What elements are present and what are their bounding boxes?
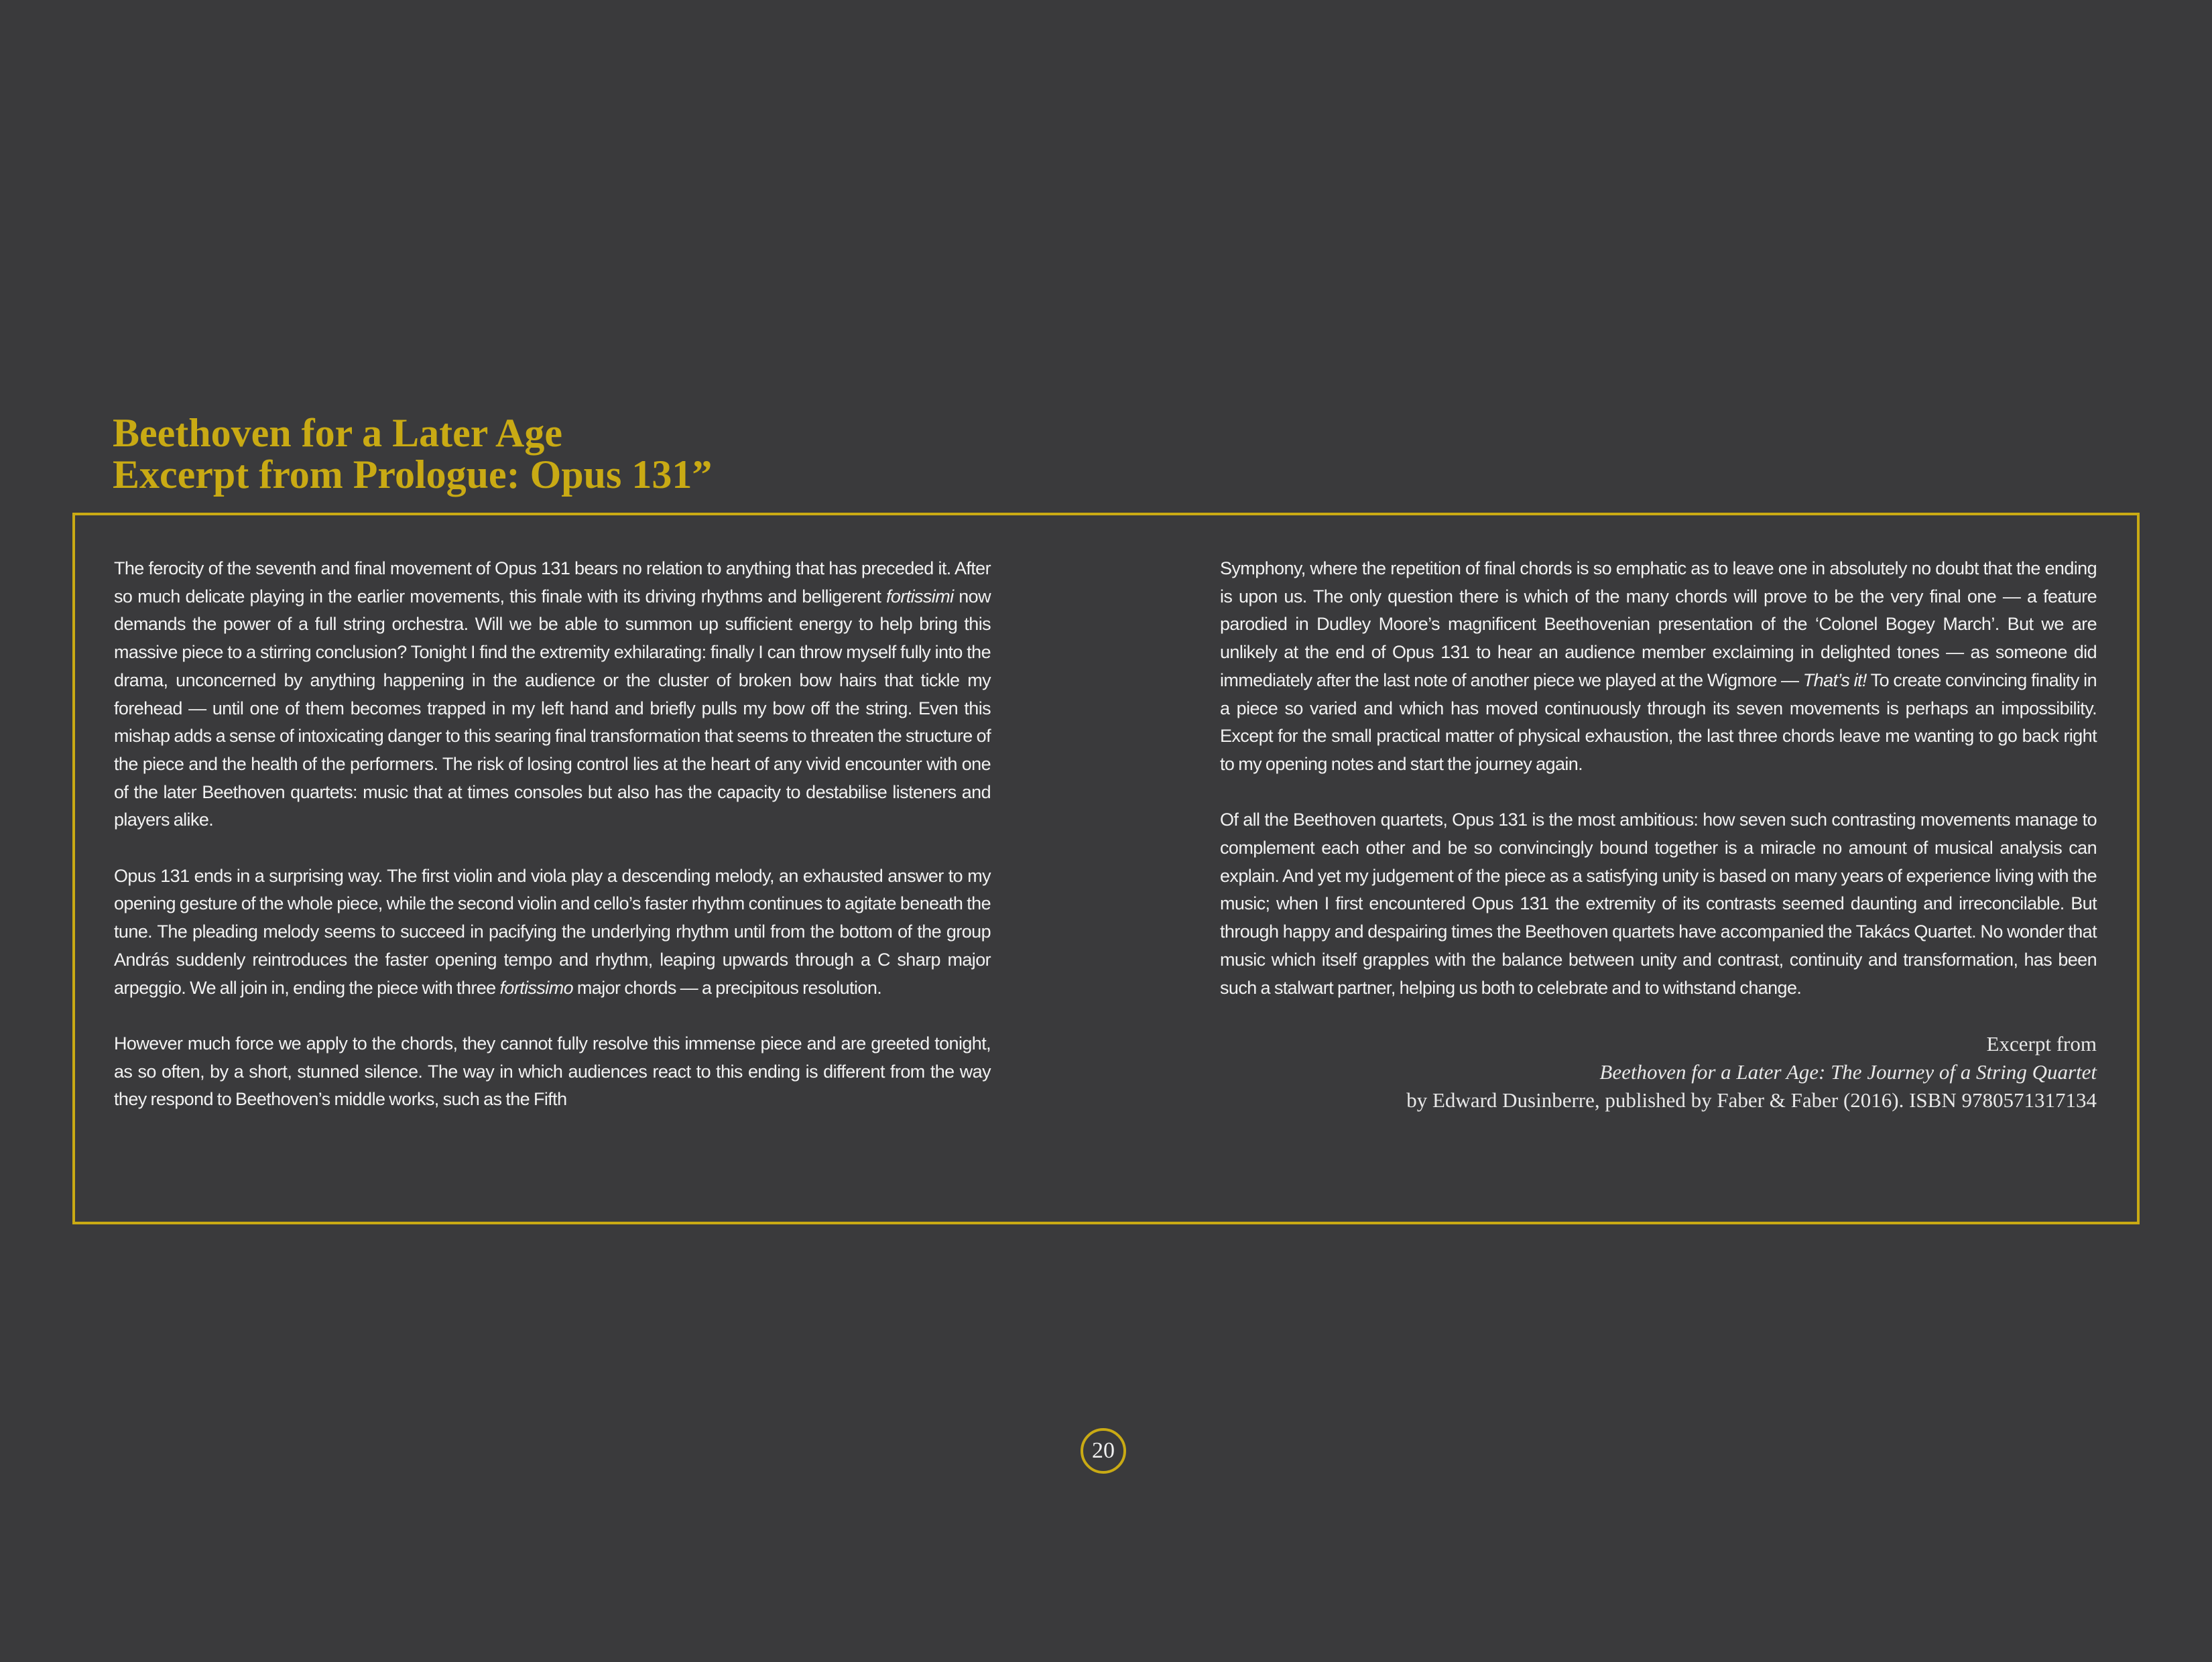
text-run: Symphony, where the repetition of final chords is so emphatic as to leave one in absolutely no doubt that the ending is upon us. The only question there is which of the many chords will prove to be the very final one — a feature parodied in Dudley Moore’s magnificent Beethovenian presentation of the ‘Colonel Bogey March’. But we are unlikely at the end of Opus 131 to hear an audience member exclaiming in delighted tones — as someone did immediately after the last note of another piece we played at the Wigmore — [1220,558,2097,690]
credit-line-1 [1220,1030,2097,1086]
left-column [114,555,991,1114]
left-paragraph-3: However much force we apply to the chords, they cannot fully resolve this immense piece and are greeted tonight, as so often, by a short, stunned silence. The way in which audiences react to this ending is different from the way they respond to Beethoven’s middle works, such as the Fifth [114,1033,991,1110]
left-paragraph-1 [114,555,991,834]
italic-run: fortissimo [499,977,574,998]
title-line-2: Excerpt from Prologue: Opus 131” [113,452,713,497]
credit-line-2: by Edward Dusinberre, published by Faber & Faber (2016). ISBN 9780571317134 [1406,1088,2097,1112]
credit-prefix: Excerpt from [1986,1031,2097,1056]
credit-book-title: Beethoven for a Later Age: The Journey of a String Quartet [1599,1060,2097,1084]
excerpt-credit [1220,1030,2097,1114]
text-run: Opus 131 ends in a surprising way. The first violin and viola play a descending melody, an exhausted answer to my opening gesture of the whole piece, while the second violin and cello’s faster rhythm continues to agitate beneath the tune. The pleading melody seems to succeed in pacifying the underlying rhythm until from the bottom of the group András suddenly reintroduces the faster opening tempo and rhythm, leaping upwards through a C sharp major arpeggio. We all join in, ending the piece with three [114,865,991,998]
page-title [113,412,712,495]
right-paragraph-2: Of all the Beethoven quartets, Opus 131 is the most ambitious: how seven such contrasting movements manage to complement each other and be so convincingly bound together is a miracle no amount of musical analysis can explain. And yet my judgement of the piece as a satisfying unity is based on many years of experience living with the music; when I first encountered Opus 131 the extremity of its contrasts seemed daunting and irreconcilable. But through happy and despairing times the Beethoven quartets have accompanied the Takács Quartet. No wonder that music which itself grapples with the balance between unity and contrast, continuity and transformation, has been such a stalwart partner, helping us both to celebrate and to withstand change. [1220,810,2097,998]
left-paragraph-2 [114,862,991,1003]
title-line-1: Beethoven for a Later Age [113,411,562,455]
right-paragraph-1 [1220,555,2097,779]
text-run: The ferocity of the seventh and final movement of Opus 131 bears no relation to anything that has preceded it. After so much delicate playing in the earlier movements, this finale with its driving rhythms and belligerent [114,558,991,606]
text-run: To create convincing finality in a piece so varied and which has moved continuously through its seven movements is perhaps an impossibility. Except for the small practical matter of physical exhaustion, the last three chords leave me wanting to go back right to my opening notes and start the journey again. [1220,669,2097,774]
text-run: now demands the power of a full string orchestra. Will we be able to summon up sufficient energy to help bring this massive piece to a stirring conclusion? Tonight I find the extremity exhilarating: finally I can throw myself fully into the drama, unconcerned by anything happening in the audience or the cluster of broken bow hairs that tickle my forehead — until one of them becomes trapped in my left hand and briefly pulls my bow off the string. Even this mishap adds a sense of intoxicating danger to this searing final transformation that seems to threaten the structure of the piece and the health of the performers. The risk of losing control lies at the heart of any vivid encounter with one of the later Beethoven quartets: music that at times consoles but also has the capacity to destabilise listeners and players alike. [114,586,991,830]
italic-run: That’s it! [1802,669,1867,690]
page-number: 20 [1081,1428,1126,1474]
right-column [1220,555,2097,1114]
text-run: major chords — a precipitous resolution. [573,977,882,998]
italic-run: fortissimi [886,586,954,606]
